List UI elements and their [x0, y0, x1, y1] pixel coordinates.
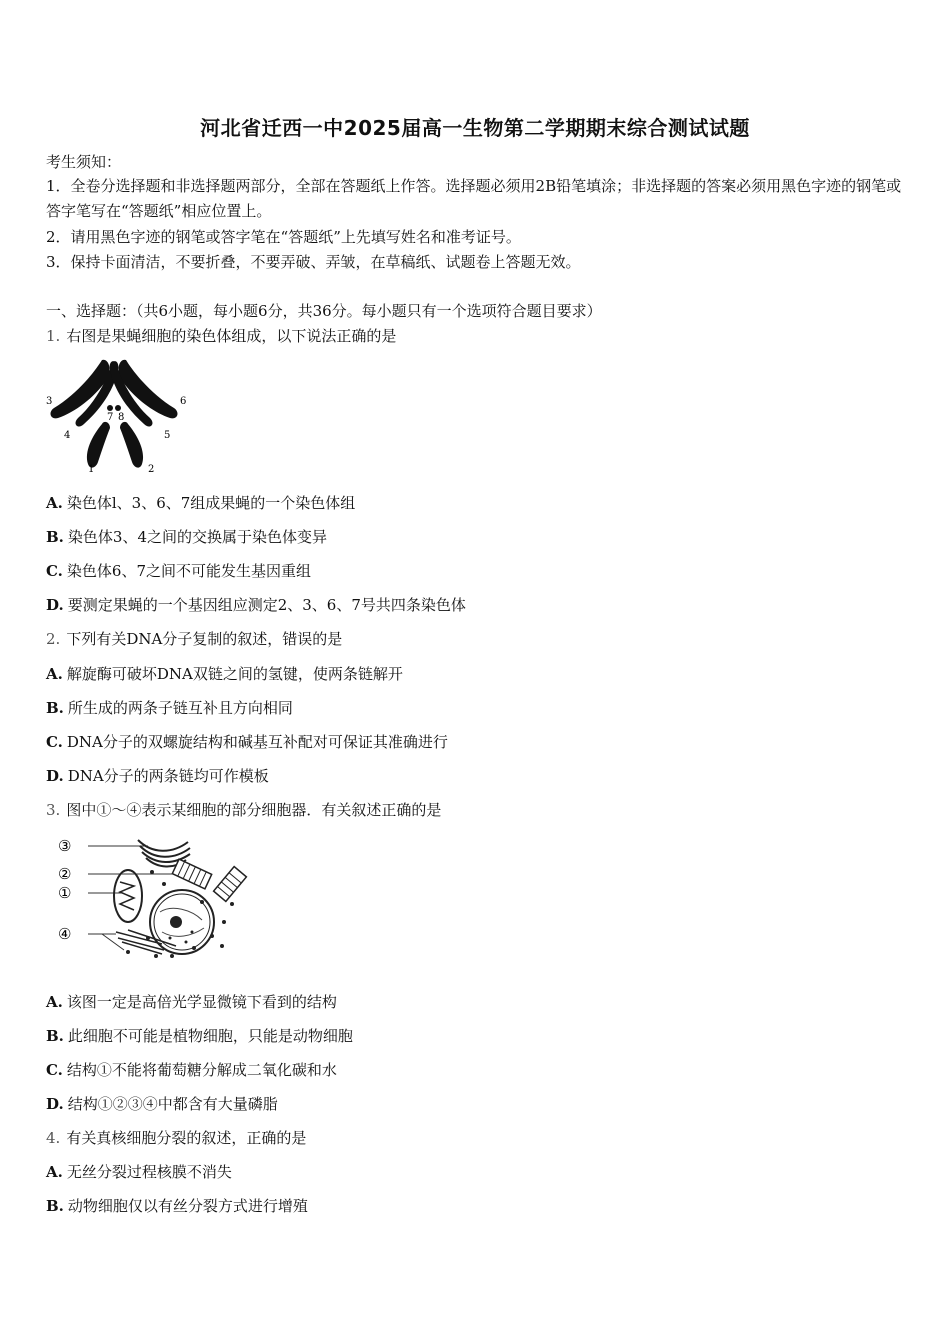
- chromosome-figure: [44, 356, 194, 474]
- q2-option-a: A. 解旋酶可破坏DNA双链之间的氢键，使两条链解开: [46, 665, 403, 683]
- question-text: 有关真核细胞分裂的叙述，正确的是: [66, 1129, 307, 1147]
- q1-option-b: B. 染色体3、4之间的交换属于染色体变异: [46, 528, 327, 546]
- question-number: 2.: [46, 630, 61, 648]
- chromosome-label-5: 5: [164, 430, 171, 441]
- notice-item-1: 1．全卷分选择题和非选择题两部分，全部在答题纸上作答。选择题必须用2B铅笔填涂；非选择题的答案必须用黑色字迹的钢笔或答字笔写在“答题纸”相应位置上。: [46, 177, 902, 220]
- chromosome-label-8: 8: [118, 412, 125, 423]
- organelle-label-2: ②: [58, 865, 72, 883]
- chromosome-label-6: 6: [180, 396, 187, 407]
- question-number: 4.: [46, 1129, 61, 1147]
- q1-option-d: D. 要测定果蝇的一个基因组应测定2、3、6、7号共四条染色体: [46, 596, 466, 614]
- question-number: 3.: [46, 801, 61, 819]
- q2-option-b: B. 所生成的两条子链互补且方向相同: [46, 699, 293, 717]
- q3-option-d: D. 结构①②③④中都含有大量磷脂: [46, 1095, 278, 1113]
- q2-option-c: C. DNA分子的双螺旋结构和碱基互补配对可保证其准确进行: [46, 733, 448, 751]
- q4-option-b: B. 动物细胞仅以有丝分裂方式进行增殖: [46, 1197, 308, 1215]
- question-number: 1.: [46, 327, 61, 345]
- q1-option-c: C. 染色体6、7之间不可能发生基因重组: [46, 562, 311, 580]
- chromosome-label-1: 1: [88, 464, 95, 474]
- chromosome-label-4: 4: [64, 430, 71, 441]
- q4-option-a: A. 无丝分裂过程核膜不消失: [46, 1163, 232, 1181]
- notice-heading: 考生须知：: [46, 153, 122, 171]
- notice-item-3: 3．保持卡面清洁，不要折叠，不要弄破、弄皱，在草稿纸、试题卷上答题无效。: [46, 253, 581, 271]
- q3-option-a: A. 该图一定是高倍光学显微镜下看到的结构: [46, 993, 337, 1011]
- question-3-stem: [46, 800, 441, 820]
- section-heading: 一、选择题：（共6小题，每小题6分，共36分。每小题只有一个选项符合题目要求）: [46, 302, 602, 320]
- q3-option-c: C. 结构①不能将葡萄糖分解成二氧化碳和水: [46, 1061, 337, 1079]
- chromosome-label-3: 3: [46, 396, 53, 407]
- q1-option-a: A. 染色体l、3、6、7组成果蝇的一个染色体组: [46, 494, 356, 512]
- question-text: 右图是果蝇细胞的染色体组成，以下说法正确的是: [66, 327, 397, 345]
- question-text: 下列有关DNA分子复制的叙述，错误的是: [66, 630, 343, 648]
- q3-option-b: B. 此细胞不可能是植物细胞，只能是动物细胞: [46, 1027, 353, 1045]
- question-2-stem: [46, 629, 342, 649]
- question-text: 图中①～④表示某细胞的部分细胞器．有关叙述正确的是: [66, 801, 442, 819]
- organelle-label-4: ④: [58, 925, 72, 943]
- organelle-label-3: ③: [58, 837, 72, 855]
- q2-option-d: D. DNA分子的两条链均可作模板: [46, 767, 269, 785]
- notice-item-2: 2．请用黑色字迹的钢笔或答字笔在“答题纸”上先填写姓名和准考证号。: [46, 228, 521, 246]
- chromosome-label-2: 2: [148, 464, 155, 474]
- question-4-stem: [46, 1128, 306, 1148]
- organelle-figure: [52, 832, 262, 962]
- question-1-stem: [46, 326, 396, 346]
- page-title: 河北省迁西一中2025届高一生物第二学期期末综合测试试题: [200, 116, 750, 140]
- chromosome-label-7: 7: [107, 412, 114, 423]
- organelle-label-1: ①: [58, 884, 72, 902]
